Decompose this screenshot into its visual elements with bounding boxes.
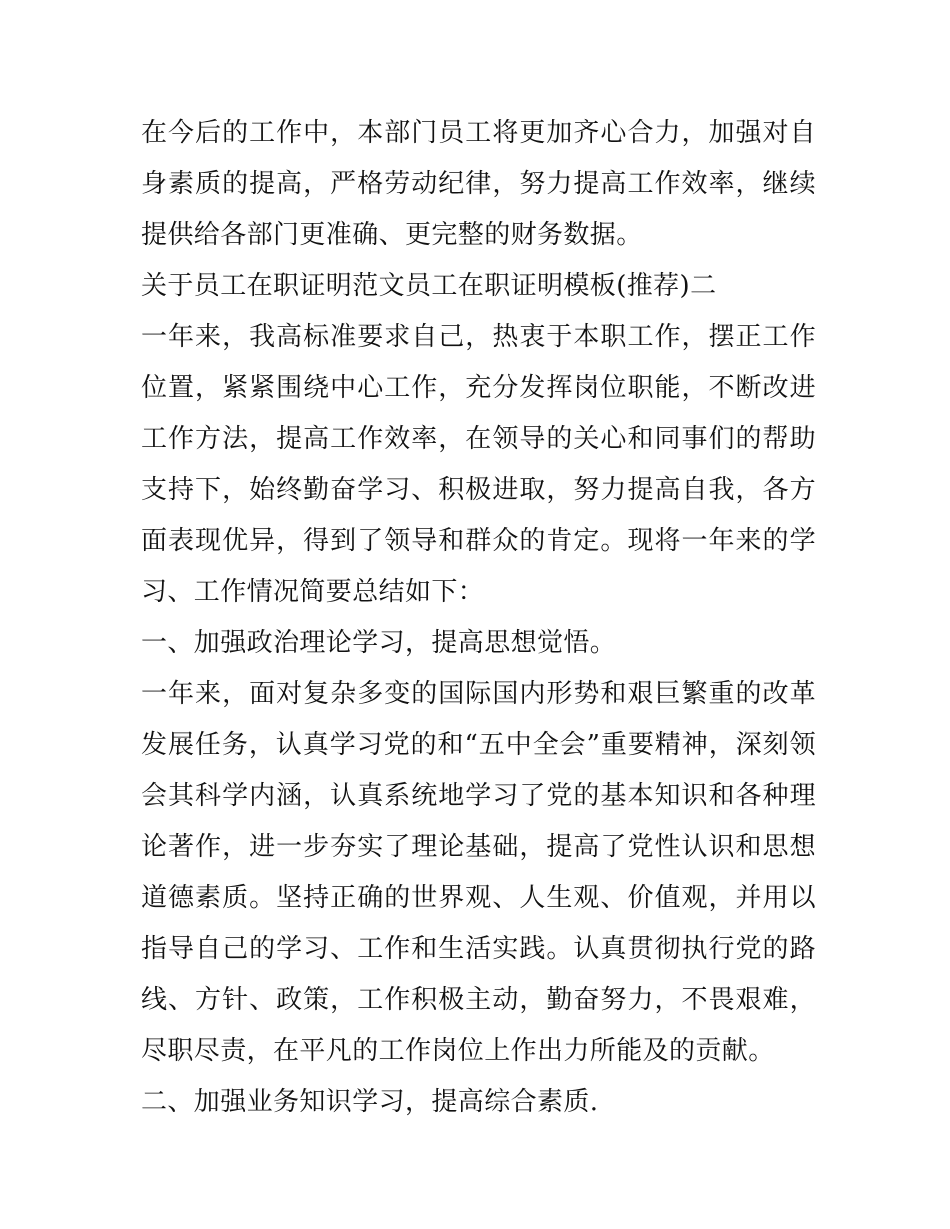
paragraph-intro: 一年来，我高标准要求自己，热衷于本职工作，摆正工作位置，紧紧围绕中心工作，充分发挥岗位职能，不断改进工作方法，提高工作效率，在领导的关心和同事们的帮助支持下，始终勤奋学习、积极进取，努力提高自我，各方面表现优异，得到了领导和群众的肯定。现将一年来的学习、工作情况简要总结如下： (141, 322, 816, 607)
section-title: 关于员工在职证明范文员工在职证明模板(推荐)二 (141, 271, 717, 301)
heading-business-study: 二、加强业务知识学习，提高综合素质. (141, 1087, 599, 1117)
document-body (141, 108, 816, 1128)
paragraph-closing-statement: 在今后的工作中，本部门员工将更加齐心合力，加强对自身素质的提高，严格劳动纪律，努力提高工作效率，继续提供给各部门更准确、更完整的财务数据。 (141, 118, 816, 250)
paragraph-political-study: 一年来，面对复杂多变的国际国内形势和艰巨繁重的改革发展任务，认真学习党的和“五中全会”重要精神，深刻领会其科学内涵，认真系统地学习了党的基本知识和各种理论著作，进一步夯实了理论基础，提高了党性认识和思想道德素质。坚持正确的世界观、人生观、价值观，并用以指导自己的学习、工作和生活实践。认真贯彻执行党的路线、方针、政策，工作积极主动，勤奋努力，不畏艰难，尽职尽责，在平凡的工作岗位上作出力所能及的贡献。 (141, 679, 816, 1066)
heading-political-study: 一、加强政治理论学习，提高思想觉悟。 (141, 628, 617, 658)
